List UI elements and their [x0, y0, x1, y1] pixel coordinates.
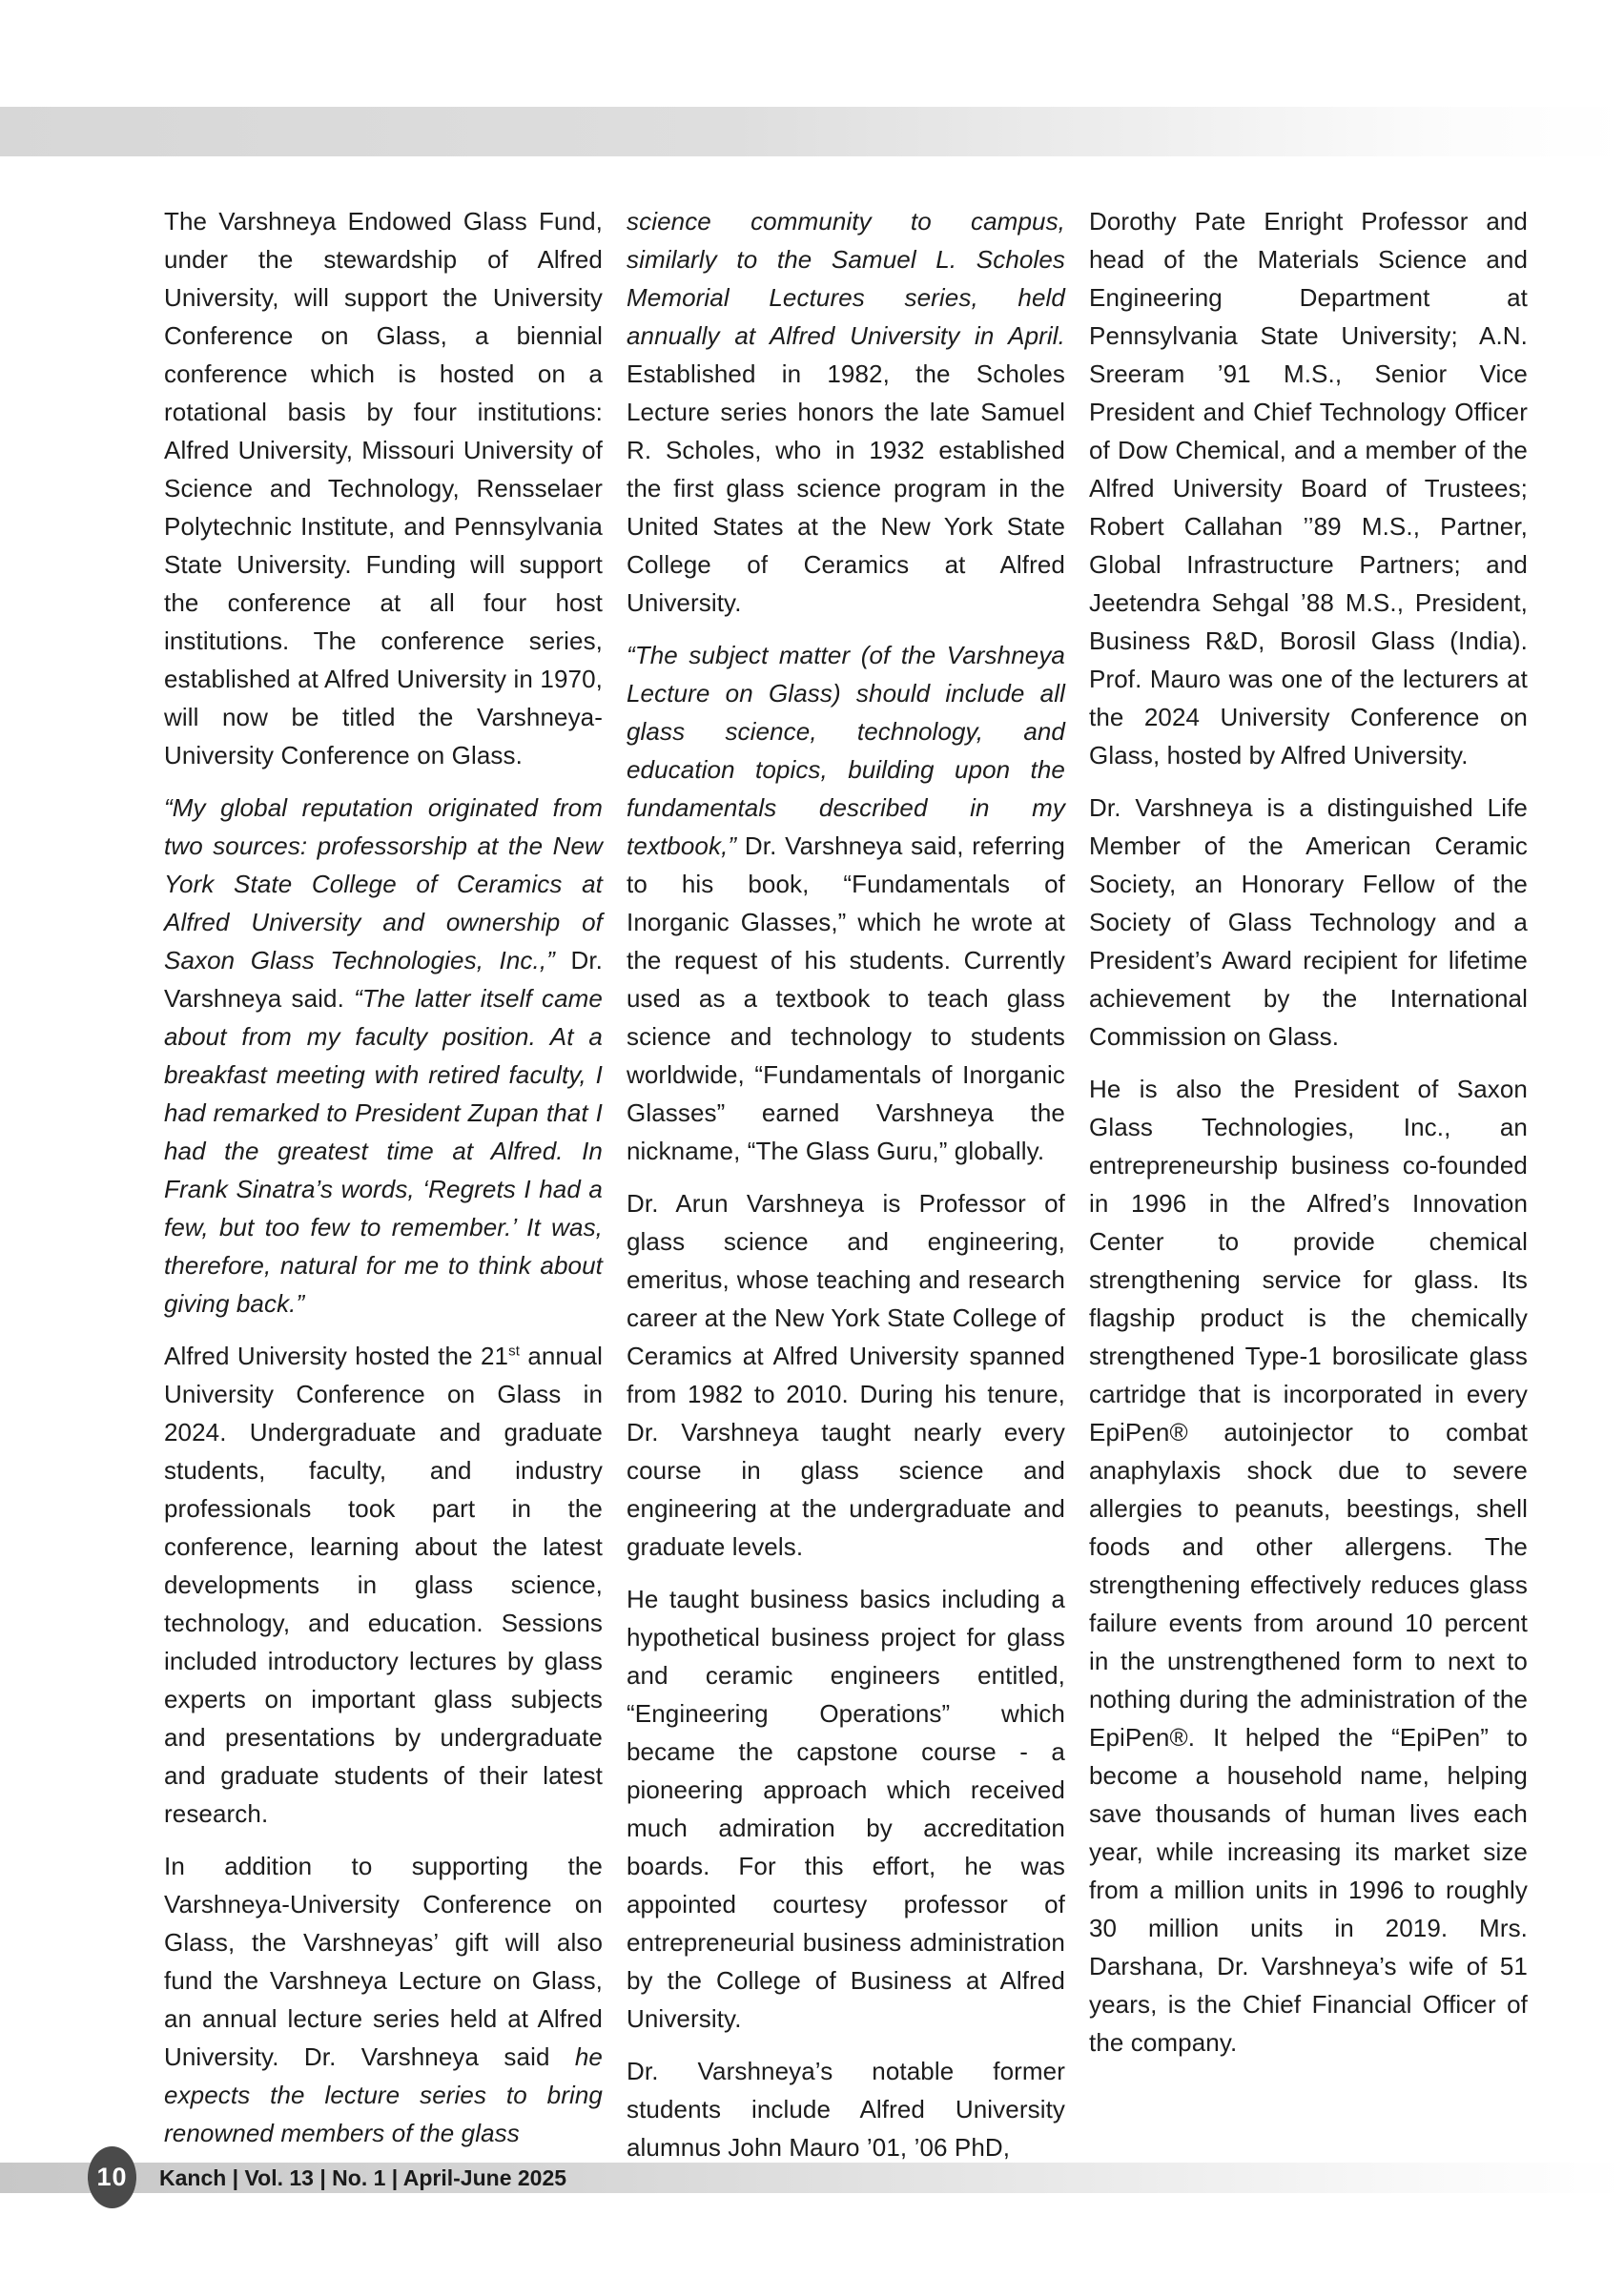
italic-text-run: science community to campus, similarly to the Samuel L. Scholes Memorial Lectures series, held annually at Alfred University in April.	[627, 207, 1065, 350]
italic-text-run: “The subject matter (of the Varshneya Lecture on Glass) should include all glass science, technology, and education topics, building upon the fundamentals described in my textbook,”	[627, 641, 1065, 860]
text-run: Dr. Varshneya said.	[164, 946, 603, 1013]
footer-citation	[159, 2163, 566, 2193]
paragraph	[1089, 1070, 1528, 2062]
column-2	[627, 202, 1065, 2181]
paragraph	[164, 1337, 603, 1833]
paragraph	[627, 1580, 1065, 2038]
column-1	[164, 202, 603, 2181]
text-run: In addition to supporting the Varshneya-University Conference on Glass, the Varshneyas’ gift will also fund the Varshneya Lecture on Glass, an annual lecture series held at Alfred University. Dr. Varshneya said	[164, 1852, 603, 2071]
paragraph	[164, 789, 603, 1323]
paragraph	[1089, 789, 1528, 1056]
paragraph	[627, 1184, 1065, 1566]
text-run: Dr. Varshneya’s notable former students include Alfred University alumnus John Mauro ’01, ’06 PhD,	[627, 2057, 1065, 2162]
text-run: Dorothy Pate Enright Professor and head of the Materials Science and Engineering Department at Pennsylvania State University; A.N. Sreeram ’91 M.S., Senior Vice President and Chief Technology Officer of Dow Chemical, and a member of the Alfred University Board of Trustees; Robert Callahan ’’89 M.S., Partner, Global Infrastructure Partners; and Jeetendra Sehgal ’88 M.S., President, Business R&D, Borosil Glass (India). Prof. Mauro was one of the lecturers at the 2024 University Conference on Glass, hosted by Alfred University.	[1089, 207, 1528, 769]
column-3	[1089, 202, 1528, 2181]
text-run: Alfred University hosted the 21	[164, 1342, 509, 1370]
italic-text-run: he expects the lecture series to bring renowned members of the glass	[164, 2042, 603, 2147]
top-gradient-band	[0, 107, 1624, 156]
page-number-badge	[88, 2146, 136, 2208]
text-run: annual University Conference on Glass in 2024. Undergraduate and graduate students, faculty, and industry professionals took part in the conference, learning about the latest developments in glass science, technology, and education. Sessions included introductory lectures by glass experts on important glass subjects and presentations by undergraduate and graduate students of their latest research.	[164, 1342, 603, 1828]
paragraph	[164, 1847, 603, 2152]
footer-citation-text: Kanch | Vol. 13 | No. 1 | April-June 2025	[159, 2164, 567, 2190]
italic-text-run: “The latter itself came about from my faculty position. At a breakfast meeting with retired faculty, I had remarked to President Zupan that I had the greatest time at Alfred. In Frank Sinatra’s words, ‘Regrets I had a few, but too few to remember.’ It was, therefore, natural for me to think about giving back.”	[164, 984, 603, 1318]
paragraph	[627, 2052, 1065, 2166]
page-number: 10	[96, 2163, 128, 2191]
paragraph	[1089, 202, 1528, 774]
paragraph	[627, 202, 1065, 622]
text-run: Dr. Varshneya is a distinguished Life Member of the American Ceramic Society, an Honorary Fellow of the Society of Glass Technology and a President’s Award recipient for lifetime achievement by the International Commission on Glass.	[1089, 793, 1528, 1051]
superscript-run: st	[508, 1343, 521, 1360]
text-run: Established in 1982, the Scholes Lecture series honors the late Samuel R. Scholes, who in 1932 established the first glass science program in the United States at the New York State College of Ceramics at Alfred University.	[627, 359, 1065, 617]
text-run: He taught business basics including a hypothetical business project for glass and ceramic engineers entitled, “Engineering Operations” which became the capstone course - a pioneering approach which received much admiration by accreditation boards. For this effort, he was appointed courtesy professor of entrepreneurial business administration by the College of Business at Alfred University.	[627, 1585, 1065, 2033]
article	[164, 202, 1528, 2181]
italic-text-run: “My global reputation originated from two sources: professorship at the New York State College of Ceramics at Alfred University and ownership of Saxon Glass Technologies, Inc.,”	[164, 793, 603, 974]
text-run: The Varshneya Endowed Glass Fund, under the stewardship of Alfred University, will support the University Conference on Glass, a biennial conference which is hosted on a rotational basis by four institutions: Alfred University, Missouri University of Science and Technology, Rensselaer Polytechnic Institute, and Pennsylvania State University. Funding will support the conference at all four host institutions. The conference series, established at Alfred University in 1970, will now be titled the Varshneya-University Conference on Glass.	[164, 207, 603, 769]
text-run: He is also the President of Saxon Glass Technologies, Inc., an entrepreneurship business co-founded in 1996 in the Alfred’s Innovation Center to provide chemical strengthening service for glass. Its flagship product is the chemically strengthened Type-1 borosilicate glass cartridge that is incorporated in every EpiPen® autoinjector to combat anaphylaxis shock due to severe allergies to peanuts, beestings, shell foods and other allergens. The strengthening effectively reduces glass failure events from around 10 percent in the unstrengthened form to next to nothing during the administration of the EpiPen®. It helped the “EpiPen” to become a household name, helping save thousands of human lives each year, while increasing its market size from a million units in 1996 to roughly 30 million units in 2019. Mrs. Darshana, Dr. Varshneya’s wife of 51 years, is the Chief Financial Officer of the company.	[1089, 1075, 1528, 2057]
paragraph	[164, 202, 603, 774]
text-run: Dr. Varshneya said, referring to his book, “Fundamentals of Inorganic Glasses,” which he wrote at the request of his students. Currently used as a textbook to teach glass science and technology to students worldwide, “Fundamentals of Inorganic Glasses” earned Varshneya the nickname, “The Glass Guru,” globally.	[627, 831, 1065, 1165]
paragraph	[627, 636, 1065, 1170]
text-run: Dr. Arun Varshneya is Professor of glass science and engineering, emeritus, whose teaching and research career at the New York State College of Ceramics at Alfred University spanned from 1982 to 2010. During his tenure, Dr. Varshneya taught nearly every course in glass science and engineering at the undergraduate and graduate levels.	[627, 1189, 1065, 1561]
